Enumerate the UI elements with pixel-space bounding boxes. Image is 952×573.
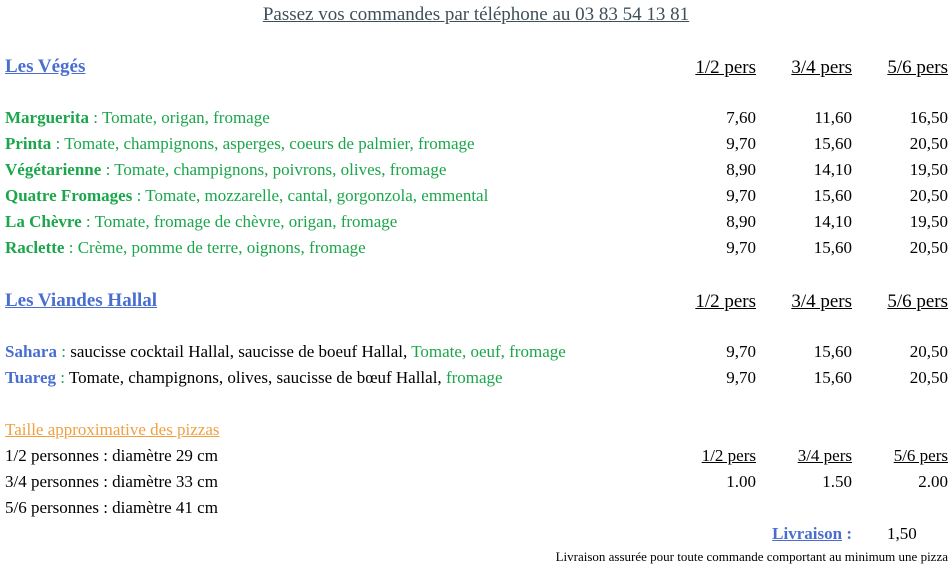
pizza-row bbox=[5, 238, 366, 258]
size-header-three-quarter: 3/4 pers bbox=[797, 446, 852, 465]
size-factor: 1.00 bbox=[726, 472, 756, 491]
pizza-price: 20,50 bbox=[909, 368, 948, 387]
delivery-colon: : bbox=[842, 524, 852, 543]
size-factor: 2.00 bbox=[918, 472, 948, 491]
pizza-name: Sahara bbox=[5, 342, 57, 361]
header-three-quarter: 3/4 pers bbox=[791, 57, 852, 78]
delivery-price: 1,50 bbox=[887, 524, 917, 543]
size-header-five-six: 5/6 pers bbox=[893, 446, 948, 465]
pizza-row bbox=[5, 134, 475, 154]
name-separator: : bbox=[56, 342, 71, 361]
pizza-price: 20,50 bbox=[909, 186, 948, 205]
pizza-price: 8,90 bbox=[726, 160, 756, 179]
pizza-ingredients-base: fromage bbox=[445, 368, 503, 387]
section-title-veg: Les Végés bbox=[5, 56, 86, 77]
header-half: 1/2 pers bbox=[695, 57, 756, 78]
delivery-label bbox=[772, 524, 852, 544]
pizza-price: 20,50 bbox=[909, 342, 948, 361]
pizza-price: 16,50 bbox=[909, 108, 948, 127]
name-separator: : bbox=[81, 212, 95, 231]
phone-order-line: Passez vos commandes par téléphone au 03 83 54 13 81 bbox=[262, 4, 690, 25]
header-half-meat: 1/2 pers bbox=[695, 291, 756, 312]
pizza-price: 14,10 bbox=[813, 160, 852, 179]
pizza-price: 19,50 bbox=[909, 160, 948, 179]
pizza-name: Tuareg bbox=[5, 368, 57, 387]
pizza-price: 9,70 bbox=[726, 342, 756, 361]
pizza-price: 15,60 bbox=[813, 186, 852, 205]
pizza-name: Printa bbox=[5, 134, 52, 153]
name-separator: : bbox=[51, 134, 65, 153]
pizza-ingredients: Tomate, champignons, poivrons, olives, fromage bbox=[114, 160, 447, 179]
size-factor: 1.50 bbox=[822, 472, 852, 491]
pizza-row bbox=[5, 342, 566, 362]
pizza-name: La Chèvre bbox=[5, 212, 82, 231]
name-separator: : bbox=[64, 238, 78, 257]
name-separator: : bbox=[132, 186, 146, 205]
pizza-price: 20,50 bbox=[909, 238, 948, 257]
pizza-ingredients: Tomate, mozzarelle, cantal, gorgonzola, emmental bbox=[145, 186, 489, 205]
pizza-ingredients: Tomate, origan, fromage bbox=[101, 108, 270, 127]
pizza-name: Raclette bbox=[5, 238, 65, 257]
pizza-ingredients-meat: saucisse cocktail Hallal, saucisse de boeuf Hallal, bbox=[70, 342, 412, 361]
size-line: 5/6 personnes : diamètre 41 cm bbox=[5, 498, 218, 517]
pizza-ingredients-base: Tomate, oeuf, fromage bbox=[411, 342, 566, 361]
pizza-name: Quatre Fromages bbox=[5, 186, 133, 205]
pizza-row bbox=[5, 186, 488, 206]
section-title-meat: Les Viandes Hallal bbox=[5, 290, 158, 311]
pizza-price: 15,60 bbox=[813, 342, 852, 361]
pizza-row bbox=[5, 160, 446, 180]
size-header-half: 1/2 pers bbox=[701, 446, 756, 465]
pizza-price: 9,70 bbox=[726, 186, 756, 205]
size-line: 3/4 personnes : diamètre 33 cm bbox=[5, 472, 218, 491]
pizza-price: 11,60 bbox=[814, 108, 852, 127]
pizza-ingredients: Tomate, champignons, asperges, coeurs de palmier, fromage bbox=[64, 134, 475, 153]
pizza-row bbox=[5, 212, 397, 232]
pizza-price: 9,70 bbox=[726, 368, 756, 387]
pizza-price: 7,60 bbox=[726, 108, 756, 127]
pizza-price: 8,90 bbox=[726, 212, 756, 231]
pizza-ingredients-meat: Tomate, champignons, olives, saucisse de bœuf Hallal, bbox=[68, 368, 446, 387]
pizza-price: 9,70 bbox=[726, 238, 756, 257]
name-separator: : bbox=[101, 160, 115, 179]
pizza-price: 20,50 bbox=[909, 134, 948, 153]
pizza-ingredients: Tomate, fromage de chèvre, origan, fromage bbox=[94, 212, 398, 231]
pizza-ingredients: Crème, pomme de terre, oignons, fromage bbox=[77, 238, 366, 257]
pizza-price: 15,60 bbox=[813, 238, 852, 257]
pizza-price: 15,60 bbox=[813, 368, 852, 387]
pizza-price: 9,70 bbox=[726, 134, 756, 153]
pizza-row bbox=[5, 368, 503, 388]
header-five-six: 5/6 pers bbox=[887, 57, 948, 78]
pizza-name: Marguerita bbox=[5, 108, 90, 127]
delivery-note: Livraison assurée pour toute commande comportant au minimum une pizza bbox=[555, 549, 948, 564]
delivery-label-text: Livraison bbox=[772, 524, 843, 543]
name-separator: : bbox=[89, 108, 102, 127]
name-separator: : bbox=[56, 368, 69, 387]
pizza-price: 15,60 bbox=[813, 134, 852, 153]
size-title: Taille approximative des pizzas bbox=[5, 420, 220, 439]
pizza-price: 19,50 bbox=[909, 212, 948, 231]
header-five-six-meat: 5/6 pers bbox=[887, 291, 948, 312]
header-three-quarter-meat: 3/4 pers bbox=[791, 291, 852, 312]
pizza-row bbox=[5, 108, 270, 128]
size-line: 1/2 personnes : diamètre 29 cm bbox=[5, 446, 218, 465]
pizza-price: 14,10 bbox=[813, 212, 852, 231]
pizza-name: Végétarienne bbox=[5, 160, 102, 179]
